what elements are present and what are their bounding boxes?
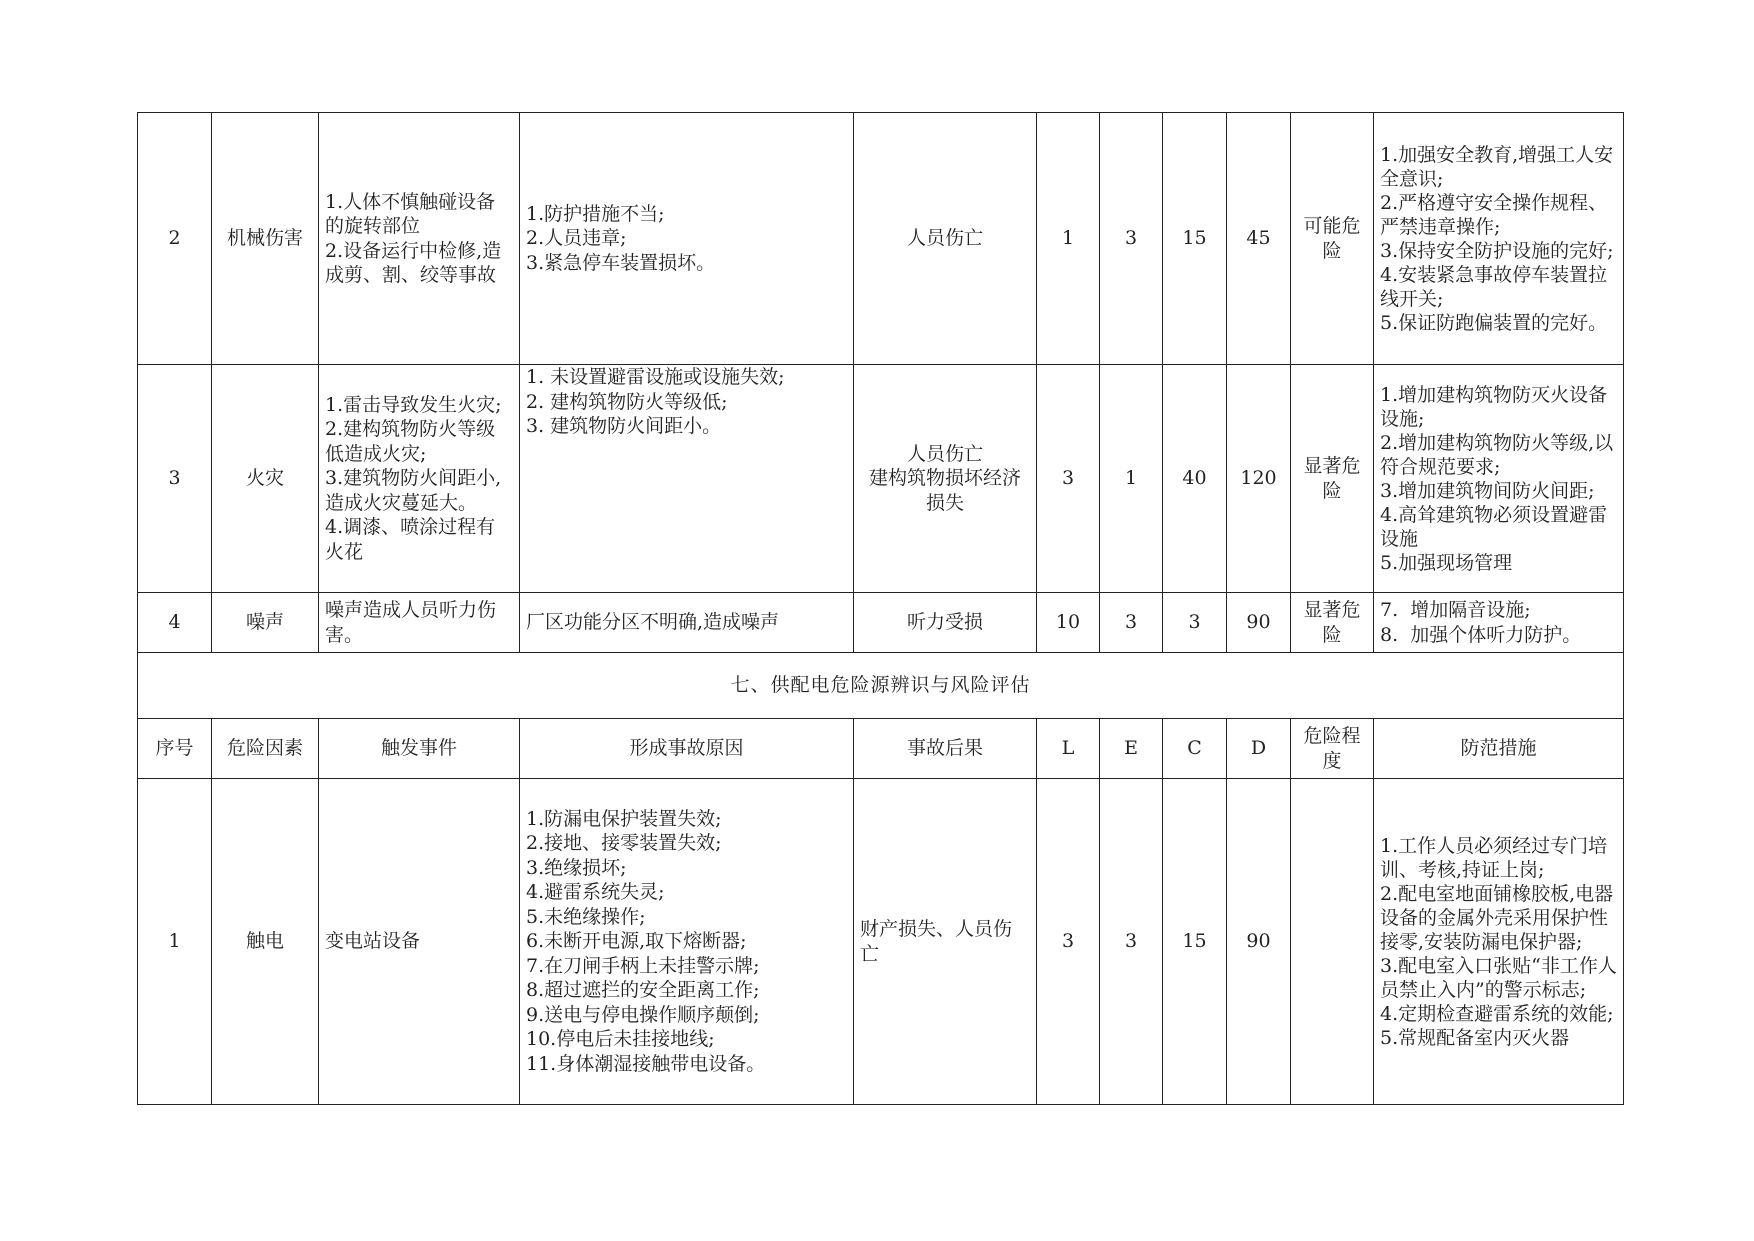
consequence: 人员伤亡 建构筑物损坏经济损失: [854, 365, 1037, 593]
value-l: 3: [1037, 365, 1100, 593]
value-e: 3: [1100, 779, 1163, 1105]
header-cause: 形成事故原因: [520, 719, 854, 779]
value-d: 120: [1227, 365, 1291, 593]
value-e: 1: [1100, 365, 1163, 593]
value-c: 15: [1163, 779, 1227, 1105]
hazard-factor: 火灾: [212, 365, 319, 593]
preventive-measures: 7. 增加隔音设施; 8. 加强个体听力防护。: [1374, 593, 1624, 653]
preventive-measures: 1.工作人员必须经过专门培训、考核,持证上岗; 2.配电室地面铺橡胶板,电器设备的金属外壳采用保护性接零,安装防漏电保护器; 3.配电室入口张贴“非工作人员禁止入内”的警示标志; 4.定期检查避雷系统的效能; 5.常规配备室内灭火器: [1374, 779, 1624, 1105]
risk-level: 可能危险: [1291, 113, 1374, 365]
hazard-factor: 触电: [212, 779, 319, 1105]
accident-cause: 厂区功能分区不明确,造成噪声: [520, 593, 854, 653]
value-d: 90: [1227, 593, 1291, 653]
risk-level: 显著危险: [1291, 593, 1374, 653]
hazard-factor: 噪声: [212, 593, 319, 653]
consequence: 财产损失、人员伤亡: [854, 779, 1037, 1105]
value-c: 40: [1163, 365, 1227, 593]
table-row: [138, 593, 1624, 653]
trigger-event: 1.雷击导致发生火灾; 2.建构筑物防火等级低造成火灾; 3.建筑物防火间距小,造成火灾蔓延大。 4.调漆、喷涂过程有火花: [319, 365, 520, 593]
header-level: 危险程度: [1291, 719, 1374, 779]
row-number: 1: [138, 779, 212, 1105]
accident-cause: 1. 未设置避雷设施或设施失效; 2. 建构筑物防火等级低; 3. 建筑物防火间距小。: [520, 365, 854, 593]
value-d: 90: [1227, 779, 1291, 1105]
row-number: 2: [138, 113, 212, 365]
risk-assessment-table: [137, 112, 1624, 1105]
risk-level: [1291, 779, 1374, 1105]
section-title: 七、供配电危险源辨识与风险评估: [138, 653, 1624, 719]
header-trigger: 触发事件: [319, 719, 520, 779]
hazard-factor: 机械伤害: [212, 113, 319, 365]
trigger-event: 变电站设备: [319, 779, 520, 1105]
header-consequence: 事故后果: [854, 719, 1037, 779]
value-l: 1: [1037, 113, 1100, 365]
preventive-measures: 1.加强安全教育,增强工人安全意识; 2.严格遵守安全操作规程、严禁违章操作; 3.保持安全防护设施的完好; 4.安装紧急事故停车装置拉线开关; 5.保证防跑偏装置的完好。: [1374, 113, 1624, 365]
header-l: L: [1037, 719, 1100, 779]
table-row: [138, 365, 1624, 593]
consequence: 听力受损: [854, 593, 1037, 653]
value-c: 3: [1163, 593, 1227, 653]
section-title-row: [138, 653, 1624, 719]
table-row: [138, 779, 1624, 1105]
value-l: 10: [1037, 593, 1100, 653]
row-number: 3: [138, 365, 212, 593]
accident-cause: 1.防护措施不当; 2.人员违章; 3.紧急停车装置损坏。: [520, 113, 854, 365]
trigger-event: 噪声造成人员听力伤害。: [319, 593, 520, 653]
value-l: 3: [1037, 779, 1100, 1105]
trigger-event: 1.人体不慎触碰设备的旋转部位 2.设备运行中检修,造成剪、割、绞等事故: [319, 113, 520, 365]
header-d: D: [1227, 719, 1291, 779]
header-no: 序号: [138, 719, 212, 779]
preventive-measures: 1.增加建构筑物防灭火设备设施; 2.增加建构筑物防火等级,以符合规范要求; 3.增加建筑物间防火间距; 4.高耸建筑物必须设置避雷设施 5.加强现场管理: [1374, 365, 1624, 593]
value-e: 3: [1100, 593, 1163, 653]
consequence: 人员伤亡: [854, 113, 1037, 365]
value-e: 3: [1100, 113, 1163, 365]
header-measures: 防范措施: [1374, 719, 1624, 779]
value-d: 45: [1227, 113, 1291, 365]
table-header-row: [138, 719, 1624, 779]
header-factor: 危险因素: [212, 719, 319, 779]
header-c: C: [1163, 719, 1227, 779]
header-e: E: [1100, 719, 1163, 779]
table-row: [138, 113, 1624, 365]
accident-cause: 1.防漏电保护装置失效; 2.接地、接零装置失效; 3.绝缘损坏; 4.避雷系统失灵; 5.未绝缘操作; 6.未断开电源,取下熔断器; 7.在刀闸手柄上未挂警示牌; 8.超过遮拦的安全距离工作; 9.送电与停电操作顺序颠倒; 10.停电后未挂接地线; 11.身体潮湿接触带电设备。: [520, 779, 854, 1105]
risk-level: 显著危险: [1291, 365, 1374, 593]
row-number: 4: [138, 593, 212, 653]
value-c: 15: [1163, 113, 1227, 365]
